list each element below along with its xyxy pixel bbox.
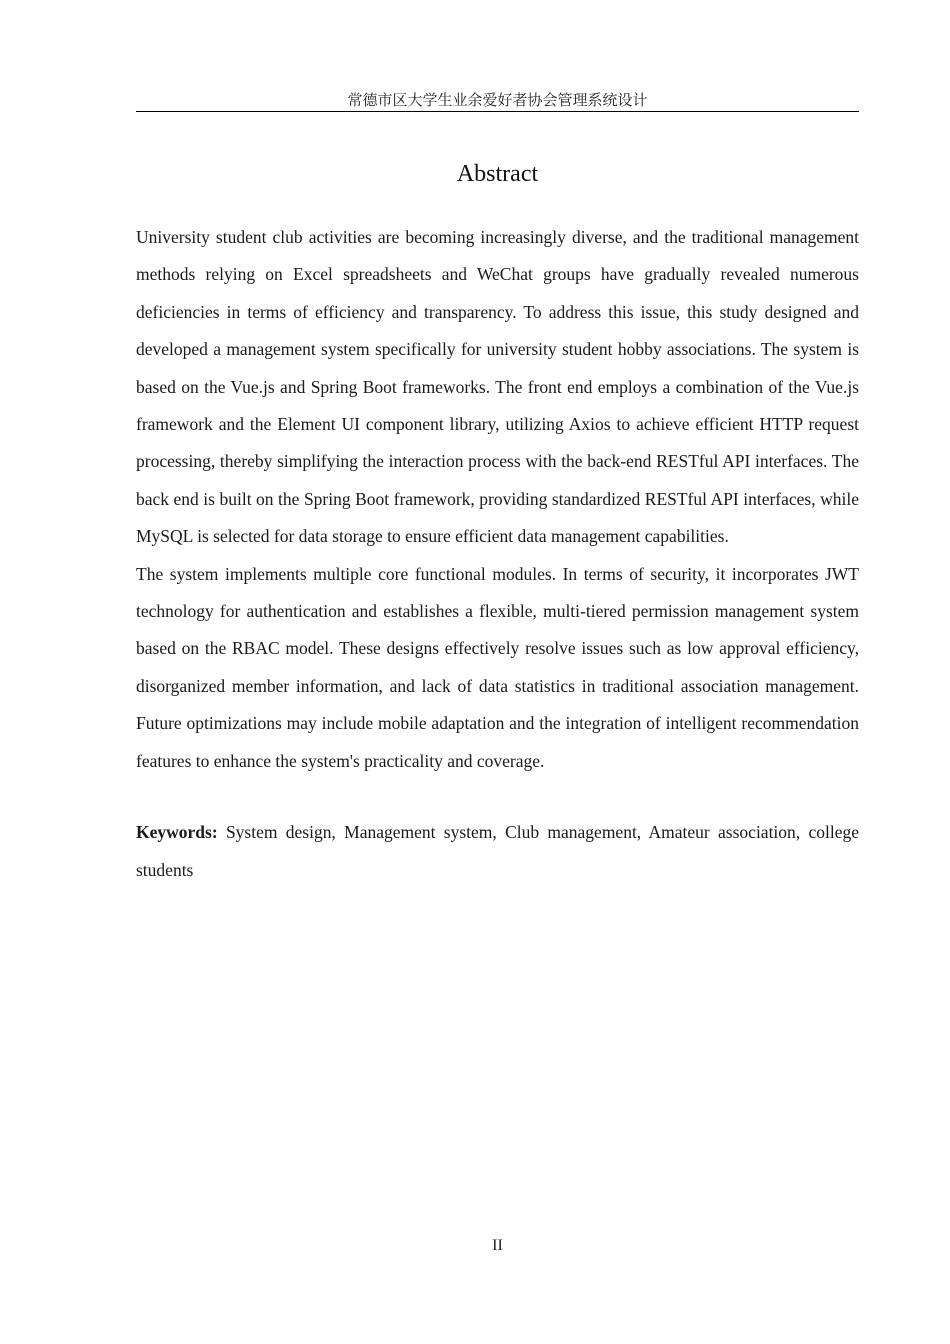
abstract-paragraph-2: The system implements multiple core functional modules. In terms of security, it incorporates JWT technology for authentication and establishes a flexible, multi-tiered permission management system based on the RBAC model. These designs effectively resolve issues such as low approval efficiency, disorganized member information, and lack of data statistics in traditional association management. Future optimizations may include mobile adaptation and the integration of intelligent recommendation features to enhance the system's practicality and coverage. [136, 563, 859, 771]
keywords-text: System design, Management system, Club management, Amateur association, college students [136, 822, 859, 880]
page-number: II [492, 1237, 503, 1254]
abstract-body [136, 219, 859, 889]
abstract-paragraph-1: University student club activities are becoming increasingly diverse, and the traditional management methods relying on Excel spreadsheets and WeChat groups have gradually revealed numerous deficiencies in terms of efficiency and transparency. To address this issue, this study designed and developed a management system specifically for university student hobby associations. The system is based on the Vue.js and Spring Boot frameworks. The front end employs a combination of the Vue.js framework and the Element UI component library, utilizing Axios to achieve efficient HTTP request processing, thereby simplifying the interaction process with the back-end RESTful API interfaces. The back end is built on the Spring Boot framework, providing standardized RESTful API interfaces, while MySQL is selected for data storage to ensure efficient data management capabilities. [136, 227, 859, 547]
keywords-label: Keywords: [136, 822, 218, 843]
header-rule [136, 111, 859, 112]
running-header: 常德市区大学生业余爱好者协会管理系统设计 [347, 91, 648, 109]
keywords-line [136, 814, 859, 889]
abstract-title: Abstract [456, 161, 539, 187]
